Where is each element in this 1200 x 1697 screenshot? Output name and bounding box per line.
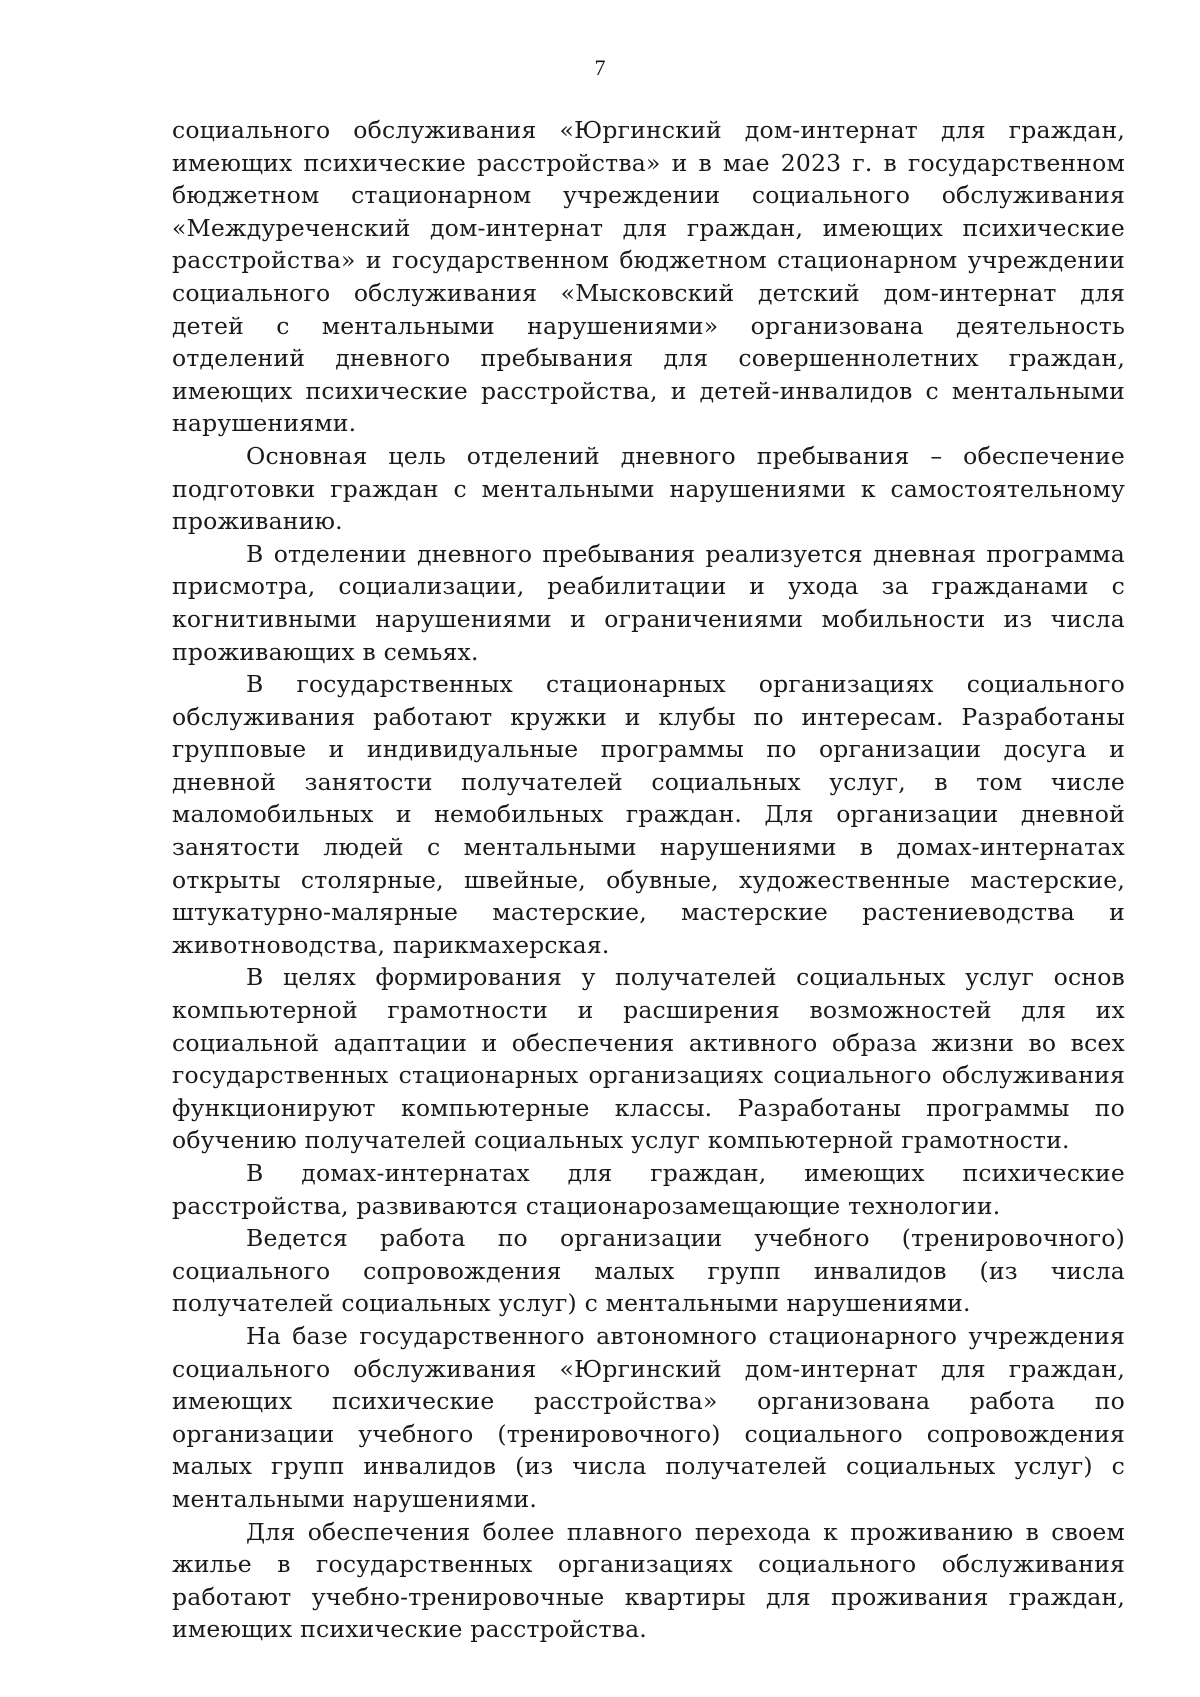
document-body (172, 114, 1125, 1646)
paragraph-clubs-workshops: В государственных стационарных организациях социального обслуживания работают кружки и клубы по интересам. Разработаны групповые и индивидуальные программы по организации досуга и дневной занятости получателей социальных услуг, в том числе маломобильных и немобильных граждан. Для организации дневной занятости людей с ментальными нарушениями в домах-интернатах открыты столярные, швейные, обувные, художественные мастерские, штукатурно-малярные мастерские, мастерские растениеводства и животноводства, парикмахерская. (172, 670, 1125, 959)
paragraph-computer-literacy: В целях формирования у получателей социальных услуг основ компьютерной грамотности и расширения возможностей для их социальной адаптации и обеспечения активного образа жизни во всех государственных стационарных организациях социального обслуживания функционируют компьютерные классы. Разработаны программы по обучению получателей социальных услуг компьютерной грамотности. (172, 963, 1125, 1155)
paragraph-day-program: В отделении дневного пребывания реализуется дневная программа присмотра, социализации, реабилитации и ухода за гражданами с когнитивными нарушениями и ограничениями мобильности из числа проживающих в семьях. (172, 539, 1125, 666)
paragraph-training-support: Ведется работа по организации учебного (тренировочного) социального сопровождения малых групп инвалидов (из числа получателей социальных услуг) с ментальными нарушениями. (172, 1224, 1125, 1318)
paragraph-replacement-technologies: В домах-интернатах для граждан, имеющих психические расстройства, развиваются стационарозамещающие технологии. (172, 1159, 1125, 1220)
paragraph-yurga-base: На базе государственного автономного стационарного учреждения социального обслуживания «Юргинский дом-интернат для граждан, имеющих психические расстройства» организована работа по организации учебного (тренировочного) социального сопровождения малых групп инвалидов (из числа получателей социальных услуг) с ментальными нарушениями. (172, 1321, 1125, 1513)
paragraph-training-apartments: Для обеспечения более плавного перехода к проживанию в своем жилье в государственных организациях социального обслуживания работают учебно-тренировочные квартиры для проживания граждан, имеющих психические расстройства. (172, 1517, 1125, 1644)
paragraph-purpose: Основная цель отделений дневного пребывания – обеспечение подготовки граждан с ментальными нарушениями к самостоятельному проживанию. (172, 441, 1125, 536)
paragraph-continuation: социального обслуживания «Юргинский дом-интернат для граждан, имеющих психические расстройства» и в мае 2023 г. в государственном бюджетном стационарном учреждении социального обслуживания «Междуреченский дом-интернат для граждан, имеющих психические расстройства» и государственном бюджетном стационарном учреждении социального обслуживания «Мысковский детский дом-интернат для детей с ментальными нарушениями» организована деятельность отделений дневного пребывания для совершеннолетних граждан, имеющих психические расстройства, и детей-инвалидов с ментальными нарушениями. (172, 116, 1125, 438)
page-number: 7 (594, 55, 606, 80)
